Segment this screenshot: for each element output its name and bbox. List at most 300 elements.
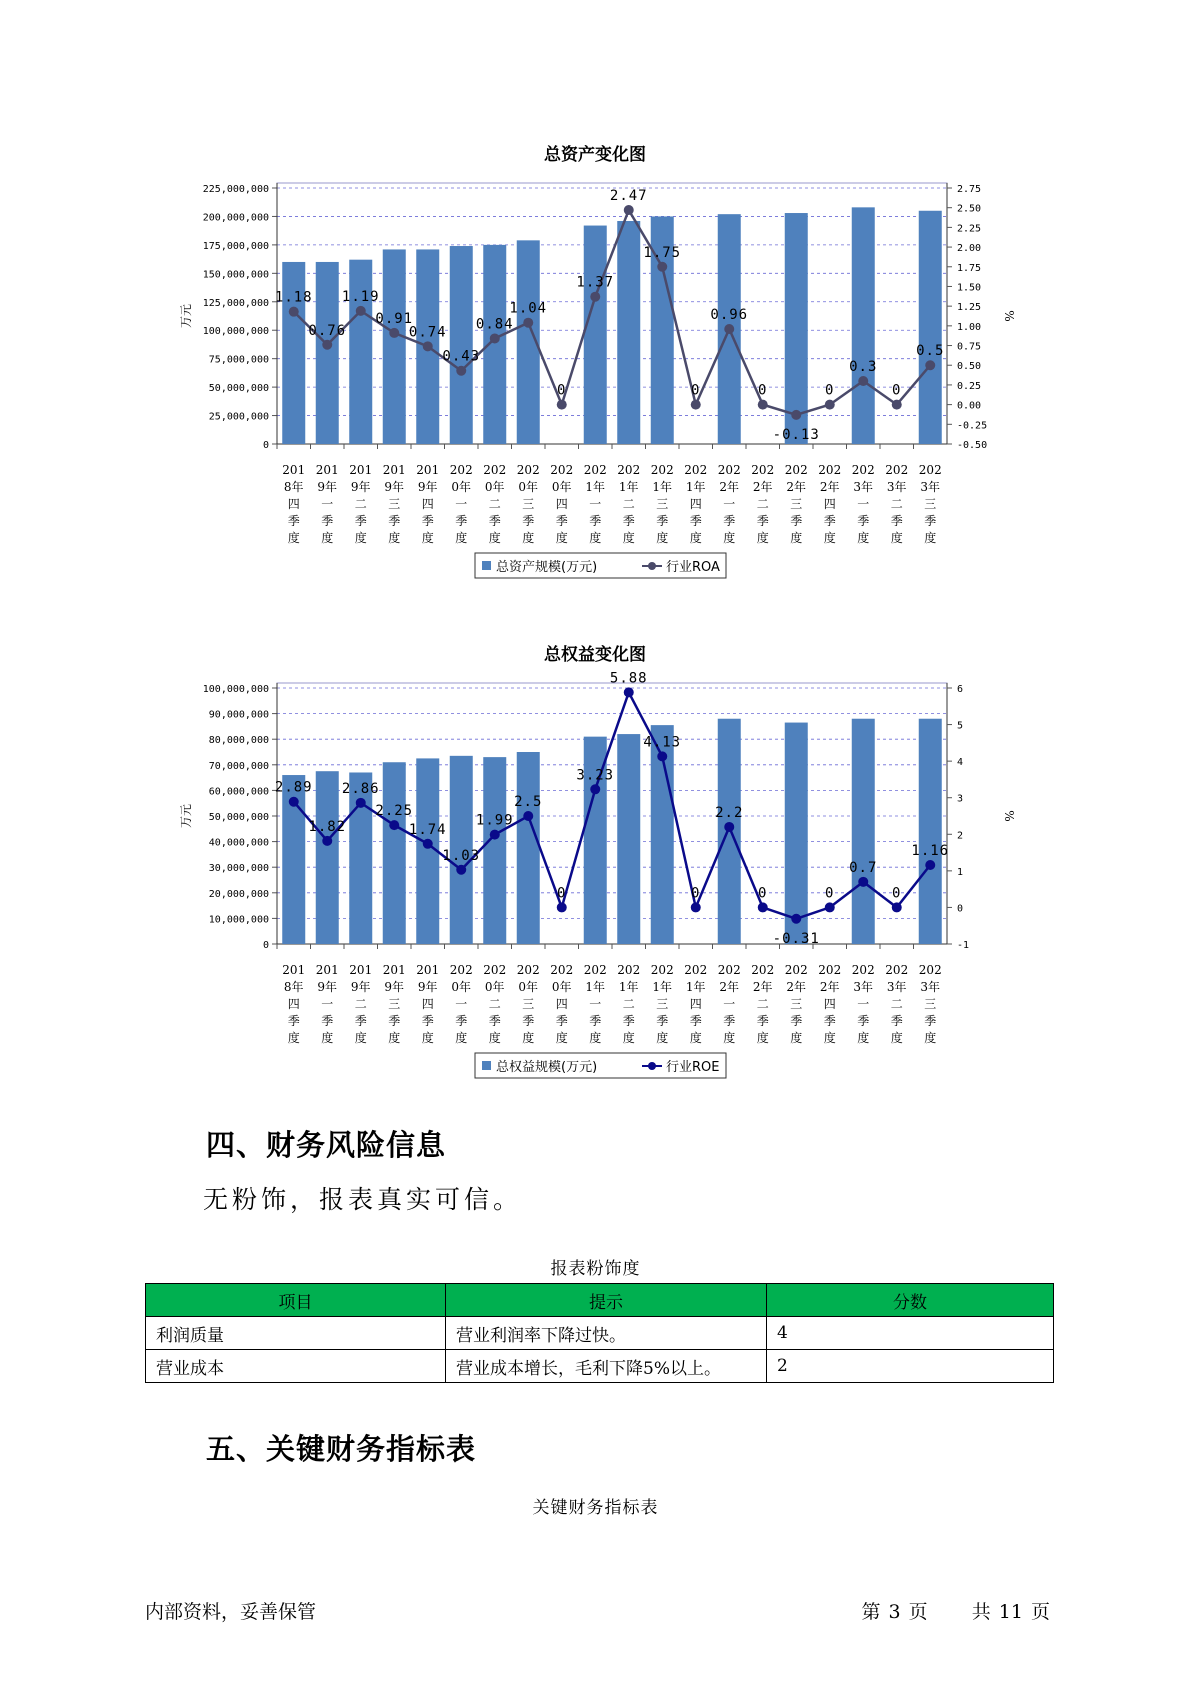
data-label: 1.99 xyxy=(475,812,514,829)
x-tick-label: 季 xyxy=(421,514,434,528)
x-tick-label: 2年 xyxy=(786,480,807,494)
total-equity-chart xyxy=(0,620,1191,1100)
x-tick-label: 2年 xyxy=(786,980,807,994)
x-tick-label: 度 xyxy=(823,1031,836,1045)
x-tick-label: 1年 xyxy=(685,980,706,994)
risk-table xyxy=(145,1283,1054,1383)
line-point xyxy=(925,360,935,370)
legend-line-label: 行业ROA xyxy=(666,560,720,575)
x-tick-label: 季 xyxy=(321,1014,334,1028)
x-tick-label: 季 xyxy=(354,1014,367,1028)
data-label: 0.74 xyxy=(408,324,447,341)
y-tick-label-right: 0.75 xyxy=(957,341,982,353)
x-tick-label: 度 xyxy=(589,1031,602,1045)
x-tick-label: 3年 xyxy=(920,980,941,994)
y-tick-label-left: 0 xyxy=(262,440,269,451)
y-tick-label-right: 1.00 xyxy=(957,321,982,333)
bar xyxy=(919,719,942,944)
line-point xyxy=(389,328,399,338)
y-tick-label-right: 0.50 xyxy=(957,361,982,373)
x-tick-label: 201 xyxy=(382,963,406,977)
bar xyxy=(483,757,506,944)
x-tick-label: 度 xyxy=(689,1031,702,1045)
x-tick-label: 202 xyxy=(684,463,708,477)
x-tick-label: 9年 xyxy=(317,980,338,994)
x-tick-label: 0年 xyxy=(484,980,505,994)
data-label: 4.13 xyxy=(643,734,682,751)
bar xyxy=(383,762,406,944)
section-4-title: 四、财务风险信息 xyxy=(206,1128,447,1162)
data-label: 0.5 xyxy=(916,343,945,360)
bar xyxy=(450,246,473,444)
y-tick-label-right: 5 xyxy=(957,720,964,732)
data-label: 2.25 xyxy=(375,803,414,820)
footer-total-pages: 11 xyxy=(998,1601,1023,1623)
x-tick-label: 1年 xyxy=(618,480,639,494)
data-label: 1.19 xyxy=(341,288,380,305)
x-tick-label: 202 xyxy=(617,463,641,477)
data-label: 5.88 xyxy=(609,670,648,687)
footer-page-unit: 页 xyxy=(908,1601,928,1623)
data-label: 0 xyxy=(557,382,567,399)
x-tick-label: 度 xyxy=(656,1031,669,1045)
x-tick-label: 202 xyxy=(784,963,808,977)
x-tick-label: 0年 xyxy=(551,480,572,494)
x-tick-label: 度 xyxy=(321,531,334,545)
y-tick-label-right: 1 xyxy=(957,866,964,878)
y-tick-label-left: 0 xyxy=(262,940,269,951)
y-tick-label-right: -1 xyxy=(957,940,970,951)
x-tick-label: 度 xyxy=(790,531,803,545)
x-tick-label: 202 xyxy=(516,963,540,977)
line-point xyxy=(557,902,567,912)
bar xyxy=(349,260,372,444)
data-label: 1.03 xyxy=(442,847,481,864)
x-tick-label: 度 xyxy=(890,531,903,545)
x-tick-label: 度 xyxy=(354,531,367,545)
x-tick-label: 季 xyxy=(321,514,334,528)
line-point xyxy=(925,860,935,870)
x-tick-label: 度 xyxy=(421,531,434,545)
x-tick-label: 季 xyxy=(555,1014,568,1028)
y-tick-label-left: 150,000,000 xyxy=(202,269,269,281)
x-tick-label: 9年 xyxy=(350,480,371,494)
table-row xyxy=(146,1317,1054,1350)
y-tick-label-left: 175,000,000 xyxy=(202,240,269,252)
y-tick-label-right: 2 xyxy=(957,830,964,842)
x-tick-label: 202 xyxy=(717,963,741,977)
x-tick-label: 季 xyxy=(723,514,736,528)
y-tick-label-left: 60,000,000 xyxy=(208,786,269,798)
line-point xyxy=(858,376,868,386)
line-point xyxy=(657,751,667,761)
x-tick-label: 2年 xyxy=(819,980,840,994)
data-label: 2.86 xyxy=(341,780,380,797)
x-tick-label: 季 xyxy=(857,514,870,528)
x-tick-label: 季 xyxy=(589,1014,602,1028)
x-tick-label: 一 xyxy=(321,497,334,511)
bar xyxy=(617,221,640,444)
x-tick-label: 2年 xyxy=(719,980,740,994)
x-tick-label: 季 xyxy=(287,514,300,528)
x-tick-label: 季 xyxy=(522,514,535,528)
data-label: 2.89 xyxy=(274,779,313,796)
table-cell: 营业成本增长，毛利下降5%以上。 xyxy=(446,1350,767,1383)
x-tick-label: 季 xyxy=(756,514,769,528)
line-point xyxy=(624,687,634,697)
x-tick-label: 度 xyxy=(622,531,635,545)
y-tick-label-right: 0.25 xyxy=(957,380,982,392)
data-label: 0 xyxy=(892,382,902,399)
line-point xyxy=(791,410,801,420)
y-tick-label-right: 1.50 xyxy=(957,282,982,294)
x-tick-label: 四 xyxy=(421,997,434,1011)
y-axis-title-right: % xyxy=(1002,810,1016,822)
y-tick-label-left: 30,000,000 xyxy=(208,863,269,875)
y-tick-label-right: -0.50 xyxy=(957,440,988,451)
line-point xyxy=(657,262,667,272)
x-tick-label: 202 xyxy=(885,963,909,977)
risk-table-header-cell: 分数 xyxy=(767,1284,1054,1317)
line-point xyxy=(456,865,466,875)
x-tick-label: 度 xyxy=(555,531,568,545)
x-tick-label: 9年 xyxy=(317,480,338,494)
table-cell: 营业成本 xyxy=(146,1350,446,1383)
y-tick-label-left: 100,000,000 xyxy=(202,326,269,338)
x-tick-label: 9年 xyxy=(417,480,438,494)
data-label: -0.13 xyxy=(772,426,820,443)
x-tick-label: 1年 xyxy=(652,480,673,494)
data-label: 2.47 xyxy=(609,188,648,205)
line-point xyxy=(791,914,801,924)
bar xyxy=(584,226,607,444)
x-tick-label: 度 xyxy=(890,1031,903,1045)
legend-bar-swatch xyxy=(482,561,491,570)
data-label: 0.76 xyxy=(308,322,347,339)
y-tick-label-right: -0.25 xyxy=(957,420,988,432)
x-tick-label: 201 xyxy=(282,463,306,477)
line-point xyxy=(892,400,902,410)
line-point xyxy=(691,902,701,912)
x-tick-label: 度 xyxy=(689,531,702,545)
table-cell: 4 xyxy=(767,1317,1054,1350)
x-tick-label: 二 xyxy=(756,497,769,511)
x-tick-label: 季 xyxy=(857,1014,870,1028)
x-tick-label: 季 xyxy=(656,1014,669,1028)
y-tick-label-left: 125,000,000 xyxy=(202,297,269,309)
line-point xyxy=(758,400,768,410)
x-tick-label: 202 xyxy=(650,463,674,477)
x-tick-label: 四 xyxy=(555,497,568,511)
total-assets-chart xyxy=(0,120,1191,600)
x-tick-label: 季 xyxy=(555,514,568,528)
table-cell: 利润质量 xyxy=(146,1317,446,1350)
x-tick-label: 三 xyxy=(790,997,803,1011)
chart-title: 总权益变化图 xyxy=(544,645,646,665)
line-point xyxy=(289,307,299,317)
x-tick-label: 一 xyxy=(589,497,602,511)
y-tick-label-left: 80,000,000 xyxy=(208,735,269,747)
x-tick-label: 二 xyxy=(890,497,903,511)
x-tick-label: 四 xyxy=(421,497,434,511)
line-point xyxy=(825,400,835,410)
x-tick-label: 季 xyxy=(689,1014,702,1028)
bar xyxy=(785,723,808,944)
x-tick-label: 度 xyxy=(522,1031,535,1045)
x-tick-label: 202 xyxy=(851,463,875,477)
line-point xyxy=(858,877,868,887)
line-point xyxy=(356,306,366,316)
x-tick-label: 0年 xyxy=(551,980,572,994)
x-tick-label: 季 xyxy=(622,514,635,528)
footer-page-prefix: 第 xyxy=(861,1601,881,1623)
data-label: 3.23 xyxy=(576,767,615,784)
line-point xyxy=(724,324,734,334)
risk-table-caption: 报表粉饰度 xyxy=(550,1259,641,1279)
x-tick-label: 季 xyxy=(287,1014,300,1028)
x-tick-label: 季 xyxy=(589,514,602,528)
line-point xyxy=(322,836,332,846)
x-tick-label: 季 xyxy=(924,514,937,528)
legend-bar-label: 总权益规模(万元) xyxy=(496,1060,598,1075)
line-point xyxy=(523,318,533,328)
line-point xyxy=(289,797,299,807)
y-tick-label-left: 100,000,000 xyxy=(202,684,269,695)
x-tick-label: 202 xyxy=(751,963,775,977)
x-tick-label: 2年 xyxy=(752,980,773,994)
x-tick-label: 1年 xyxy=(652,980,673,994)
x-tick-label: 度 xyxy=(388,1031,401,1045)
x-tick-label: 度 xyxy=(723,1031,736,1045)
x-tick-label: 二 xyxy=(354,997,367,1011)
x-tick-label: 1年 xyxy=(585,980,606,994)
x-tick-label: 9年 xyxy=(350,980,371,994)
y-tick-label-left: 50,000,000 xyxy=(208,383,269,395)
bar xyxy=(919,211,942,444)
x-tick-label: 201 xyxy=(416,463,440,477)
line-point xyxy=(590,784,600,794)
y-tick-label-right: 2.75 xyxy=(957,184,982,195)
x-tick-label: 度 xyxy=(321,1031,334,1045)
y-tick-label-right: 1.25 xyxy=(957,302,982,314)
y-tick-label-right: 2.50 xyxy=(957,203,982,215)
x-tick-label: 季 xyxy=(689,514,702,528)
data-label: 2.5 xyxy=(514,794,543,810)
x-tick-label: 度 xyxy=(756,531,769,545)
legend-bar-label: 总资产规模(万元) xyxy=(496,560,598,575)
table-cell: 2 xyxy=(767,1350,1054,1383)
x-tick-label: 201 xyxy=(315,463,339,477)
y-tick-label-left: 10,000,000 xyxy=(208,914,269,926)
x-tick-label: 0年 xyxy=(451,480,472,494)
x-tick-label: 202 xyxy=(918,463,942,477)
y-tick-label-left: 50,000,000 xyxy=(208,812,269,823)
x-tick-label: 一 xyxy=(723,497,736,511)
x-tick-label: 9年 xyxy=(384,980,405,994)
bar xyxy=(785,213,808,444)
x-tick-label: 季 xyxy=(622,1014,635,1028)
x-tick-label: 3年 xyxy=(920,480,941,494)
x-tick-label: 季 xyxy=(488,514,501,528)
legend-line-label: 行业ROE xyxy=(666,1060,720,1075)
y-axis-title-right: % xyxy=(1002,310,1016,322)
x-tick-label: 度 xyxy=(823,531,836,545)
x-tick-label: 二 xyxy=(488,997,501,1011)
x-tick-label: 三 xyxy=(656,997,669,1011)
x-tick-label: 季 xyxy=(656,514,669,528)
x-tick-label: 度 xyxy=(589,531,602,545)
x-tick-label: 一 xyxy=(455,997,468,1011)
x-tick-label: 一 xyxy=(455,497,468,511)
y-tick-label-left: 70,000,000 xyxy=(208,760,269,772)
x-tick-label: 2年 xyxy=(752,480,773,494)
key-indicators-caption: 关键财务指标表 xyxy=(532,1498,659,1518)
x-tick-label: 季 xyxy=(522,1014,535,1028)
x-tick-label: 季 xyxy=(455,1014,468,1028)
chart-title: 总资产变化图 xyxy=(544,145,646,165)
x-tick-label: 201 xyxy=(382,463,406,477)
data-label: -0.31 xyxy=(772,930,820,947)
line-point xyxy=(892,902,902,912)
x-tick-label: 三 xyxy=(790,497,803,511)
x-tick-label: 202 xyxy=(550,963,574,977)
x-tick-label: 二 xyxy=(354,497,367,511)
x-tick-label: 度 xyxy=(656,531,669,545)
y-tick-label-left: 90,000,000 xyxy=(208,709,269,721)
x-tick-label: 202 xyxy=(550,463,574,477)
x-tick-label: 二 xyxy=(488,497,501,511)
bar xyxy=(316,262,339,444)
section-4-text: 无粉饰，报表真实可信。 xyxy=(203,1185,523,1214)
x-tick-label: 季 xyxy=(354,514,367,528)
risk-table-header-row xyxy=(146,1284,1054,1317)
x-tick-label: 季 xyxy=(455,514,468,528)
y-tick-label-right: 4 xyxy=(957,757,964,769)
x-tick-label: 度 xyxy=(622,1031,635,1045)
x-tick-label: 三 xyxy=(388,497,401,511)
data-label: 0 xyxy=(691,885,701,902)
x-tick-label: 度 xyxy=(388,531,401,545)
bar xyxy=(483,245,506,444)
x-tick-label: 201 xyxy=(349,463,373,477)
line-point xyxy=(557,400,567,410)
legend-line-marker xyxy=(648,1062,656,1070)
data-label: 0 xyxy=(892,885,902,902)
line-point xyxy=(825,902,835,912)
x-tick-label: 度 xyxy=(488,1031,501,1045)
footer-page-info xyxy=(858,1597,1054,1624)
y-tick-label-left: 225,000,000 xyxy=(202,184,269,195)
x-tick-label: 二 xyxy=(756,997,769,1011)
data-label: 1.74 xyxy=(408,821,447,838)
footer-total-unit: 页 xyxy=(1030,1601,1050,1623)
x-tick-label: 度 xyxy=(522,531,535,545)
y-tick-label-right: 2.00 xyxy=(957,243,982,255)
risk-table-header-cell: 提示 xyxy=(446,1284,767,1317)
data-label: 1.04 xyxy=(509,300,548,317)
x-tick-label: 0年 xyxy=(484,480,505,494)
y-axis-title-left: 万元 xyxy=(179,303,193,329)
x-tick-label: 202 xyxy=(717,463,741,477)
y-tick-label-left: 20,000,000 xyxy=(208,888,269,900)
y-tick-label-left: 40,000,000 xyxy=(208,837,269,849)
x-tick-label: 201 xyxy=(349,963,373,977)
x-tick-label: 季 xyxy=(421,1014,434,1028)
line-point xyxy=(456,366,466,376)
data-label: 0 xyxy=(825,382,835,399)
x-tick-label: 2年 xyxy=(719,480,740,494)
x-tick-label: 202 xyxy=(583,463,607,477)
x-tick-label: 季 xyxy=(388,1014,401,1028)
x-tick-label: 202 xyxy=(851,963,875,977)
y-tick-label-right: 3 xyxy=(957,793,964,805)
data-label: 1.75 xyxy=(643,244,682,261)
y-tick-label-left: 75,000,000 xyxy=(208,354,269,366)
bar xyxy=(383,249,406,444)
x-tick-label: 度 xyxy=(555,1031,568,1045)
x-tick-label: 四 xyxy=(689,997,702,1011)
x-tick-label: 202 xyxy=(751,463,775,477)
x-tick-label: 度 xyxy=(790,1031,803,1045)
data-label: 1.18 xyxy=(274,289,313,306)
x-tick-label: 度 xyxy=(857,1031,870,1045)
x-tick-label: 二 xyxy=(890,997,903,1011)
x-tick-label: 度 xyxy=(488,531,501,545)
x-tick-label: 度 xyxy=(857,531,870,545)
line-point xyxy=(322,340,332,350)
data-label: 1.37 xyxy=(576,274,615,291)
data-label: 0 xyxy=(691,382,701,399)
data-label: 0.43 xyxy=(442,348,481,365)
x-tick-label: 季 xyxy=(890,1014,903,1028)
data-label: 1.16 xyxy=(911,843,950,860)
x-tick-label: 一 xyxy=(321,997,334,1011)
x-tick-label: 度 xyxy=(455,531,468,545)
legend-bar-swatch xyxy=(482,1061,491,1070)
x-tick-label: 季 xyxy=(388,514,401,528)
x-tick-label: 三 xyxy=(522,997,535,1011)
x-tick-label: 201 xyxy=(416,963,440,977)
x-tick-label: 0年 xyxy=(518,480,539,494)
x-tick-label: 季 xyxy=(488,1014,501,1028)
footer-confidential: 内部资料，妥善保管 xyxy=(145,1601,317,1623)
line-point xyxy=(624,205,634,215)
x-tick-label: 三 xyxy=(924,997,937,1011)
x-tick-label: 一 xyxy=(857,497,870,511)
risk-table-header-cell: 项目 xyxy=(146,1284,446,1317)
section-5-title: 五、关键财务指标表 xyxy=(206,1432,477,1466)
x-tick-label: 一 xyxy=(589,997,602,1011)
x-tick-label: 202 xyxy=(617,963,641,977)
line-point xyxy=(590,292,600,302)
x-tick-label: 一 xyxy=(723,997,736,1011)
x-tick-label: 季 xyxy=(924,1014,937,1028)
x-tick-label: 9年 xyxy=(417,980,438,994)
x-tick-label: 二 xyxy=(622,497,635,511)
data-label: 0.84 xyxy=(475,316,514,333)
total-assets-chart-svg xyxy=(0,120,1191,600)
y-tick-label-right: 0 xyxy=(957,903,964,915)
data-label: 1.82 xyxy=(308,818,347,835)
y-tick-label-right: 0.00 xyxy=(957,400,982,412)
y-tick-label-right: 6 xyxy=(957,684,964,695)
line-point xyxy=(490,830,500,840)
y-tick-label-left: 25,000,000 xyxy=(208,411,269,423)
data-label: 0 xyxy=(825,885,835,902)
line-point xyxy=(691,400,701,410)
x-tick-label: 二 xyxy=(622,997,635,1011)
line-point xyxy=(523,811,533,821)
